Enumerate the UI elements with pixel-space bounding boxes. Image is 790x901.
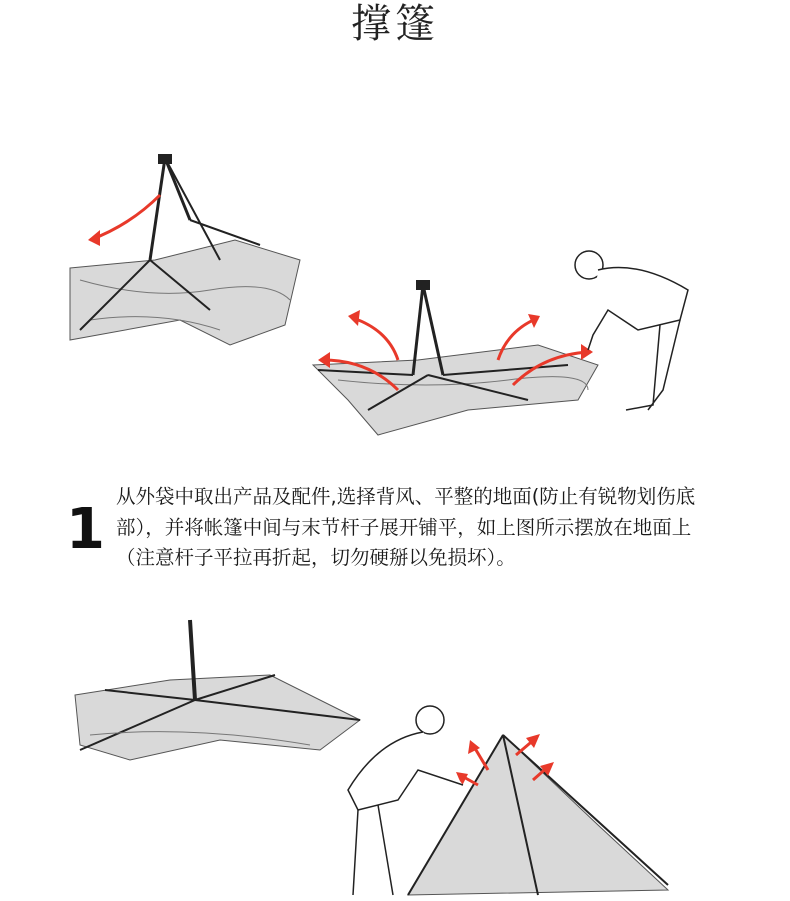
page-title: 撑篷 — [351, 1, 439, 47]
tent-folded-illustration — [60, 150, 310, 350]
step-number: 1 — [66, 497, 105, 562]
tent-raise-illustration — [338, 700, 678, 901]
arrow-icon — [90, 195, 160, 240]
tent-spread-illustration — [308, 240, 703, 440]
step-instructions: 从外袋中取出产品及配件,选择背风、平整的地面(防止有锐物划伤底部），并将帐篷中间与末节杆子展开铺平，如上图所示摆放在地面上（注意杆子平拉再折起，切勿硬掰以免损坏）。 — [116, 485, 696, 569]
tent-flat-poles-illustration — [70, 615, 365, 765]
